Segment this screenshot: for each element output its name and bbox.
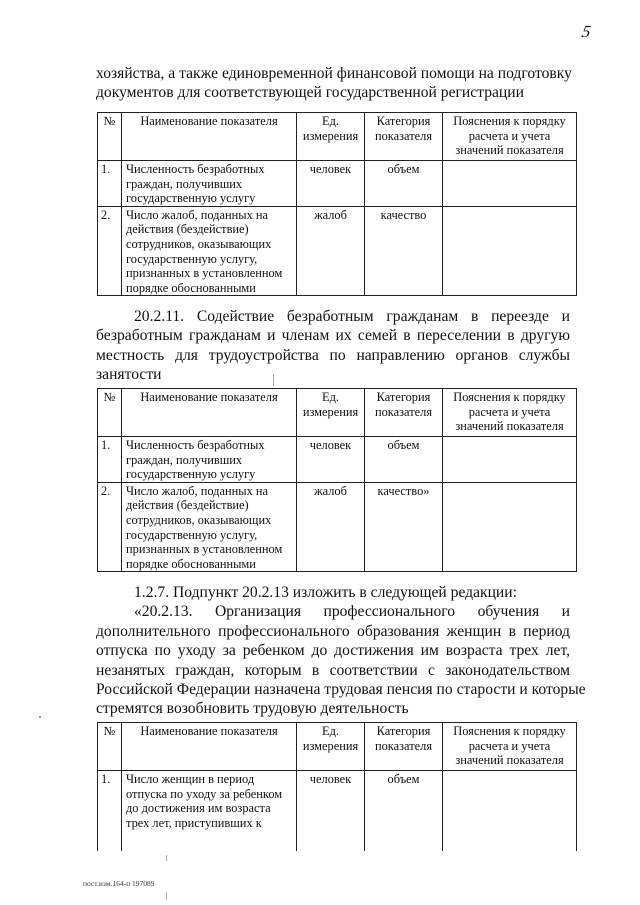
table-header-row [98,389,577,437]
table-header-row [98,113,577,161]
cell-name: Численность безработных граждан, получивших государственную услугу [122,161,297,207]
cell-unit: человек [297,771,365,851]
header-category: Категория показателя [365,723,443,771]
header-category: Категория показателя [365,113,443,161]
header-notes: Пояснения к порядку расчета и учета значений показателя [443,723,577,771]
text-line: местность для трудоустройства по направлению органов службы [96,346,570,364]
table-row [98,482,577,572]
header-num: № [98,389,122,437]
table-row [98,206,577,296]
text-line: документов для соответствующей государственной регистрации [96,84,524,102]
header-name: Наименование показателя [122,389,297,437]
text-line: хозяйства, а также единовременной финансовой помощи на подготовку [96,65,572,82]
header-name: Наименование показателя [122,723,297,771]
scan-artifact [166,892,167,900]
text-line: дополнительного профессионального образования женщин в период [96,622,570,640]
section-20-2-11 [96,307,570,385]
scan-artifact [39,716,41,718]
cell-category: объем [365,771,443,851]
cell-notes [443,482,577,572]
table-row [98,771,577,851]
cell-notes [443,206,577,296]
table-row [98,437,577,483]
indicator-table-3 [97,722,577,851]
header-num: № [98,723,122,771]
scan-artifact [273,374,274,386]
cell-category: объем [365,161,443,207]
cell-name: Численность безработных граждан, получивших государственную услугу [122,437,297,483]
footer-document-code: пост.изм.164-п 197089 [83,879,155,888]
text-line: стремятся возобновить трудовую деятельность [96,700,409,718]
cell-num: 2. [98,482,122,572]
header-num: № [98,113,122,161]
table-row [98,161,577,207]
header-notes: Пояснения к порядку расчета и учета значений показателя [443,113,577,161]
cell-notes [443,437,577,483]
header-unit: Ед. измерения [297,723,365,771]
text-line: Российской Федерации назначена трудовая пенсия по старости и которые [96,681,586,699]
cell-num: 1. [98,161,122,207]
text-line: незанятых граждан, которым в соответствии с законодательством [96,661,570,679]
text-line: 20.2.11. Содействие безработным гражданам в переезде и [134,308,570,325]
section-1-2-7 [96,583,586,719]
table-header-row [98,723,577,771]
text-line: занятости [96,366,162,384]
cell-unit: человек [297,161,365,207]
header-unit: Ед. измерения [297,113,365,161]
cell-num: 1. [98,437,122,483]
cell-notes [443,771,577,851]
cell-unit: жалоб [297,482,365,572]
scan-artifact [166,855,167,861]
indicator-table-1 [97,112,577,296]
text-line: безработным гражданам и членам их семей в переселении в другую [96,327,570,345]
cell-name: Число жалоб, поданных на действия (бездействие) сотрудников, оказывающих государственную услугу, признанных в установленном порядке обоснованными [122,482,297,572]
cell-name: Число женщин в период отпуска по уходу за ребенком до достижения им возраста трех лет, приступивших к [122,771,297,851]
cell-unit: жалоб [297,206,365,296]
cell-category: качество [365,206,443,296]
header-notes: Пояснения к порядку расчета и учета значений показателя [443,389,577,437]
header-name: Наименование показателя [122,113,297,161]
cell-num: 1. [98,771,122,851]
cell-category: объем [365,437,443,483]
cell-name: Число жалоб, поданных на действия (бездействие) сотрудников, оказывающих государственную услугу, признанных в установленном порядке обоснованными [122,206,297,296]
cell-unit: человек [297,437,365,483]
cell-notes [443,161,577,207]
page-number: 5 [580,22,593,41]
text-line: «20.2.13. Организация профессионального обучения и [134,603,570,621]
intro-paragraph [96,64,570,103]
cell-num: 2. [98,206,122,296]
header-category: Категория показателя [365,389,443,437]
indicator-table-2 [97,388,577,572]
cell-category: качество» [365,482,443,572]
section-heading: 1.2.7. Подпункт 20.2.13 изложить в следующей редакции: [134,584,517,601]
header-unit: Ед. измерения [297,389,365,437]
text-line: отпуска по уходу за ребенком до достижения им возраста трех лет, [96,642,570,660]
